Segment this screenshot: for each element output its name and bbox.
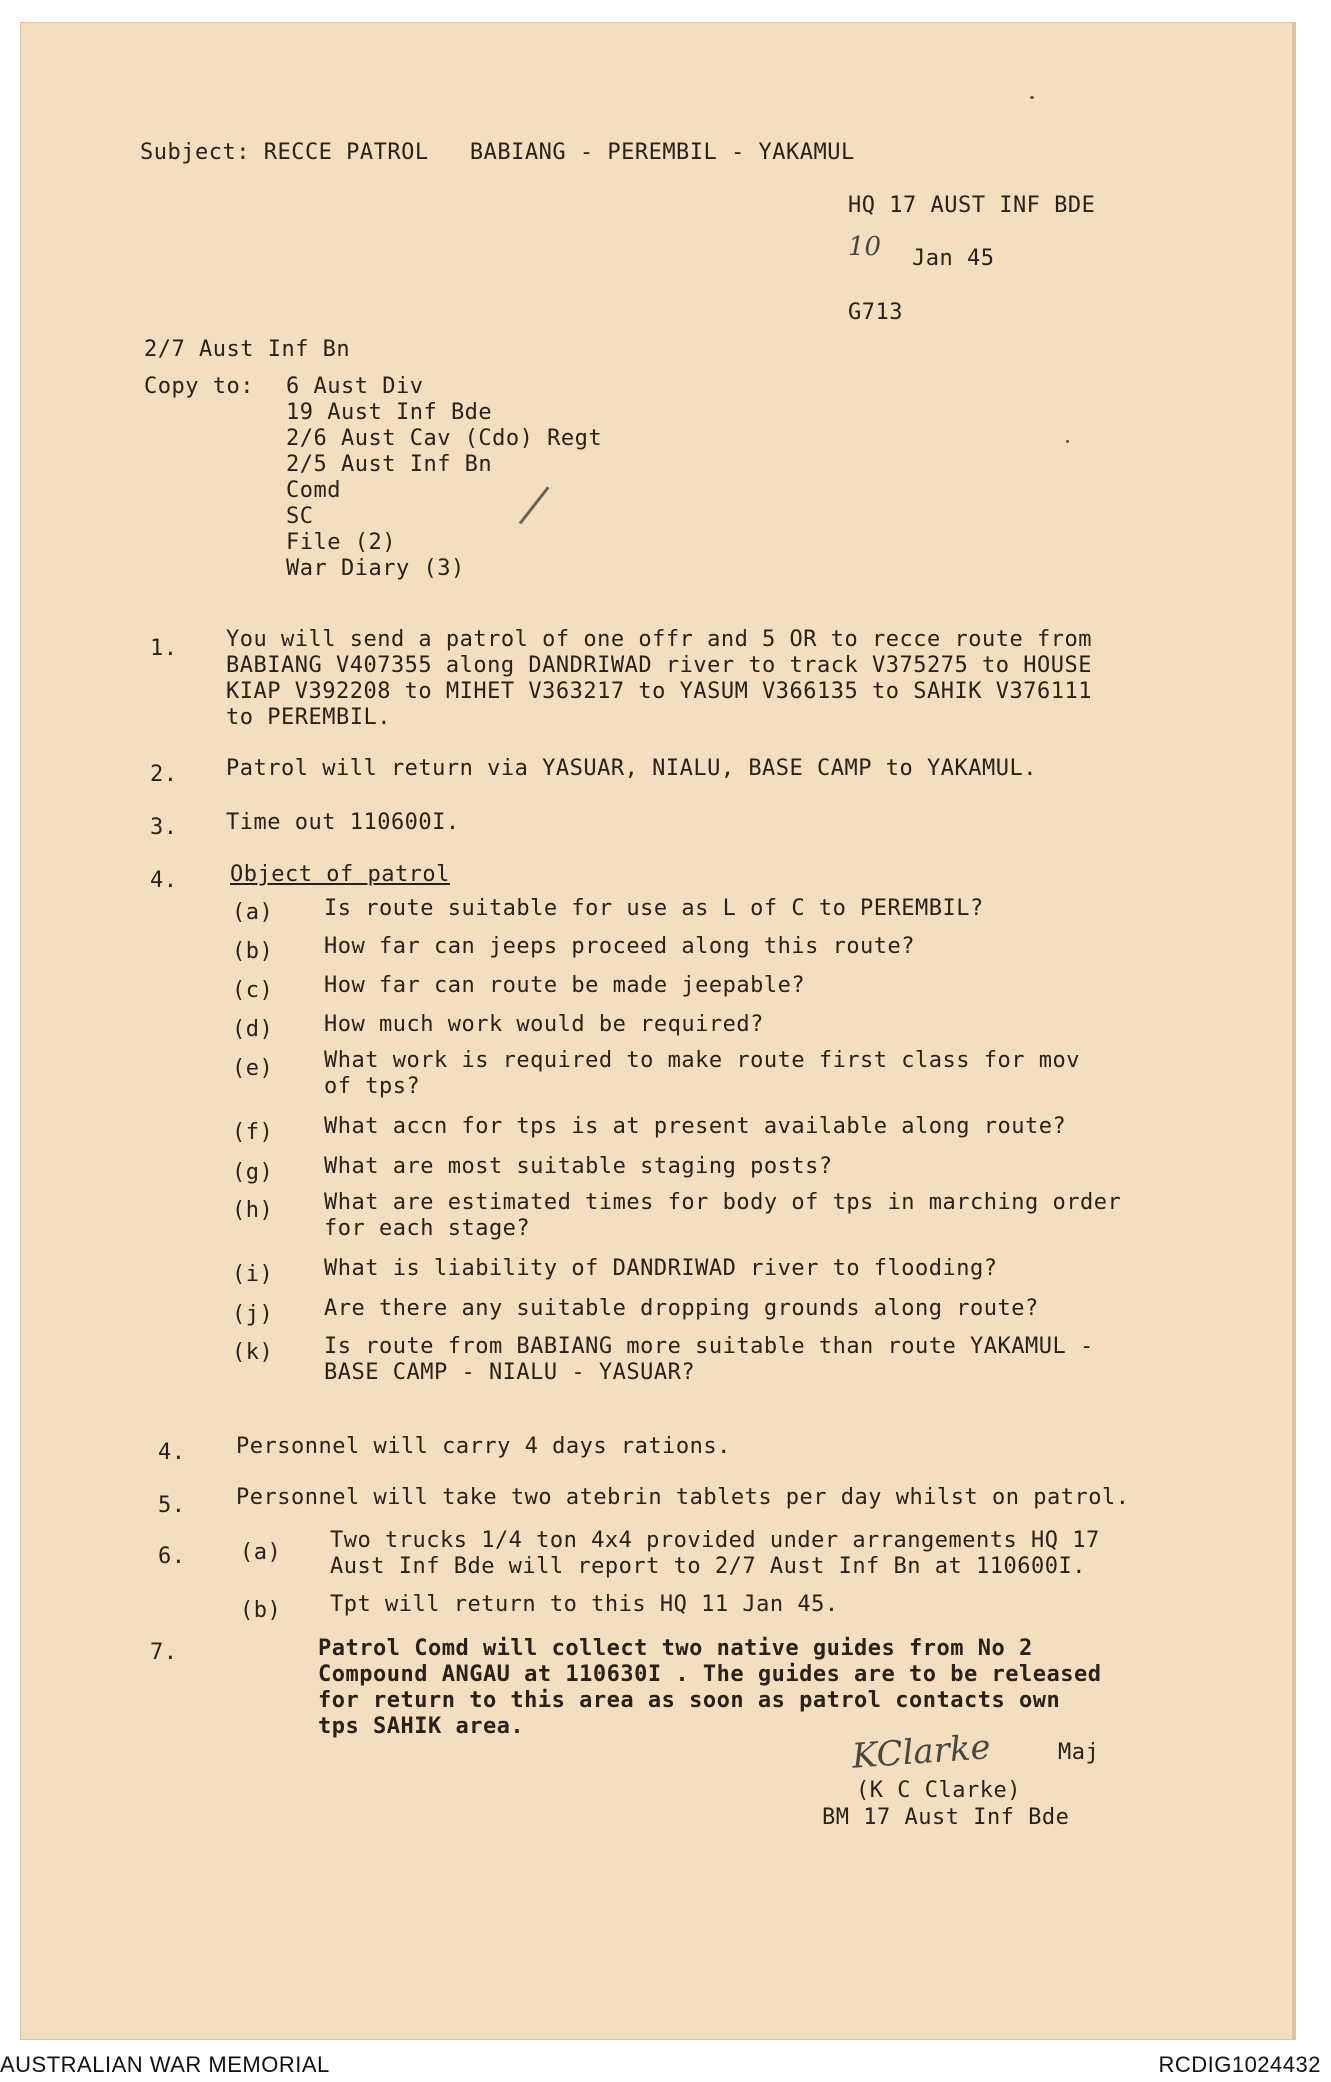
copy-to-item: 2/5 Aust Inf Bn bbox=[286, 452, 493, 477]
copy-to-item: 2/6 Aust Cav (Cdo) Regt bbox=[286, 426, 603, 451]
copy-to-item: Comd bbox=[286, 478, 341, 503]
item-label: (e) bbox=[232, 1056, 274, 1081]
item-label: (j) bbox=[232, 1302, 274, 1327]
item-text: Are there any suitable dropping grounds along route? bbox=[324, 1296, 1039, 1321]
item-text: What is liability of DANDRIWAD river to flooding? bbox=[324, 1256, 998, 1281]
handwritten-signature: KClarke bbox=[850, 1727, 992, 1777]
paper-speck bbox=[1066, 440, 1069, 443]
item-text: How far can route be made jeepable? bbox=[324, 973, 806, 998]
signatory-title: BM 17 Aust Inf Bde bbox=[822, 1805, 1070, 1830]
item-text: Is route suitable for use as L of C to PEREMBIL? bbox=[324, 896, 984, 921]
document-date: Jan 45 bbox=[912, 246, 995, 271]
copy-to-item: 19 Aust Inf Bde bbox=[286, 400, 493, 425]
footer-left-text: AUSTRALIAN WAR MEMORIAL bbox=[0, 2052, 330, 2077]
item-text: Is route from BABIANG more suitable than route YAKAMUL - BASE CAMP - NIALU - YASUAR? bbox=[324, 1334, 1094, 1385]
item-label: (d) bbox=[232, 1017, 274, 1042]
paragraph-number: 4. bbox=[150, 868, 178, 893]
paragraph-text: Time out 110600I. bbox=[226, 810, 460, 835]
paragraph-number: 5. bbox=[158, 1493, 186, 1518]
item-text: What are most suitable staging posts? bbox=[324, 1154, 833, 1179]
paragraph-text: Patrol Comd will collect two native guides from No 2 Compound ANGAU at 110630I . The guides are to be released for return to this area as soon as patrol contacts own tps SAHIK area. bbox=[318, 1636, 1102, 1739]
item-text: How much work would be required? bbox=[324, 1012, 764, 1037]
subject-line: Subject: RECCE PATROL BABIANG - PEREMBIL - YAKAMUL bbox=[140, 140, 855, 165]
handwritten-date-day: 10 bbox=[848, 232, 882, 262]
paragraph-number: 3. bbox=[150, 815, 178, 840]
item-text: Tpt will return to this HQ 11 Jan 45. bbox=[330, 1592, 839, 1617]
paper-speck bbox=[1030, 96, 1034, 99]
paragraph-text: Personnel will carry 4 days rations. bbox=[236, 1434, 731, 1459]
item-text: What work is required to make route first class for mov of tps? bbox=[324, 1048, 1080, 1099]
item-label: (f) bbox=[232, 1120, 274, 1145]
item-text: What accn for tps is at present available along route? bbox=[324, 1114, 1067, 1139]
item-label: (h) bbox=[232, 1198, 274, 1223]
paragraph-number: 1. bbox=[150, 636, 178, 661]
copy-to-label: Copy to: bbox=[144, 374, 254, 399]
hq-heading: HQ 17 AUST INF BDE bbox=[848, 193, 1096, 218]
copy-to-item: War Diary (3) bbox=[286, 556, 465, 581]
paragraph-text: Patrol will return via YASUAR, NIALU, BASE CAMP to YAKAMUL. bbox=[226, 756, 1037, 781]
item-label: (a) bbox=[240, 1540, 282, 1565]
copy-to-item: File (2) bbox=[286, 530, 396, 555]
paragraph-text: You will send a patrol of one offr and 5 OR to recce route from BABIANG V407355 along DANDRIWAD river to track V375275 to HOUSE KIAP V392208 to MIHET V363217 to YASUM V366135 to SAHIK V376111 to PEREMBIL. bbox=[226, 627, 1092, 730]
signatory-rank: Maj bbox=[1058, 1740, 1100, 1765]
item-label: (a) bbox=[232, 900, 274, 925]
signatory-name: (K C Clarke) bbox=[856, 1778, 1021, 1803]
addressee: 2/7 Aust Inf Bn bbox=[144, 337, 351, 362]
item-label: (k) bbox=[232, 1340, 274, 1365]
item-label: (g) bbox=[232, 1160, 274, 1185]
item-label: (b) bbox=[232, 939, 274, 964]
item-label: (b) bbox=[240, 1598, 282, 1623]
copy-to-item: 6 Aust Div bbox=[286, 374, 424, 399]
footer-right-text: RCDIG1024432 bbox=[1158, 2052, 1321, 2077]
item-text: What are estimated times for body of tps in marching order for each stage? bbox=[324, 1190, 1122, 1241]
paragraph-number: 2. bbox=[150, 762, 178, 787]
item-text: How far can jeeps proceed along this route? bbox=[324, 934, 916, 959]
copy-to-item: SC bbox=[286, 504, 314, 529]
object-heading: Object of patrol bbox=[230, 862, 450, 887]
reference-number: G713 bbox=[848, 300, 903, 325]
item-label: (i) bbox=[232, 1262, 274, 1287]
paragraph-number: 4. bbox=[158, 1440, 186, 1465]
item-text: Two trucks 1/4 ton 4x4 provided under arrangements HQ 17 Aust Inf Bde will report to 2/7 Aust Inf Bn at 110600I. bbox=[330, 1528, 1100, 1579]
paper-edge bbox=[1292, 22, 1296, 2040]
item-label: (c) bbox=[232, 978, 274, 1003]
paragraph-number: 7. bbox=[150, 1640, 178, 1665]
paragraph-text: Personnel will take two atebrin tablets per day whilst on patrol. bbox=[236, 1485, 1130, 1510]
paragraph-number: 6. bbox=[158, 1544, 186, 1569]
